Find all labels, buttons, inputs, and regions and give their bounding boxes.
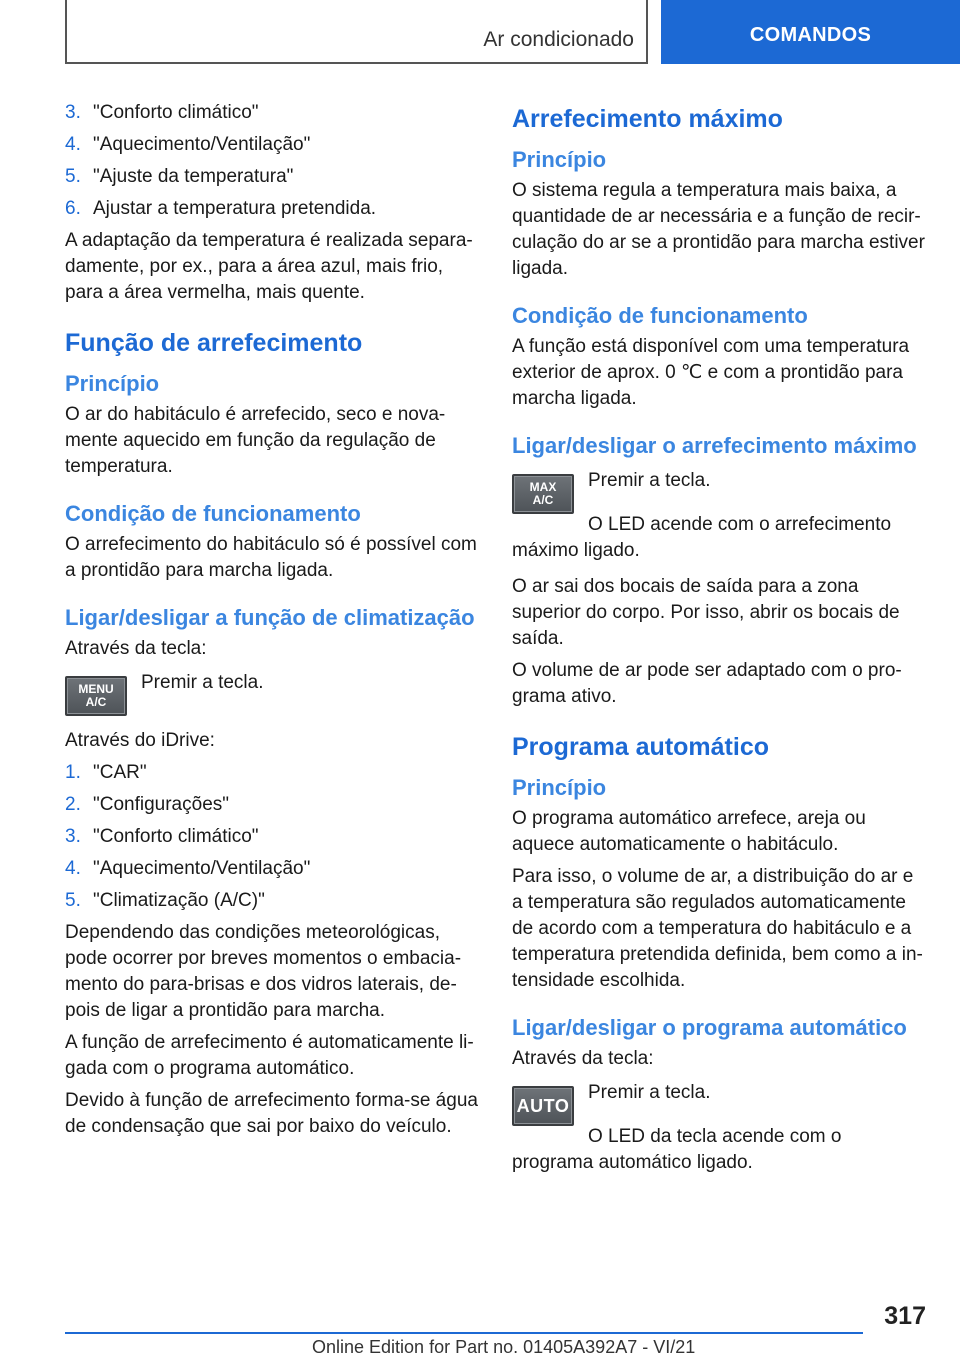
footer-rule <box>65 1332 863 1334</box>
heading-switch-max-cooling: Ligar/desligar o arrefecimento máximo <box>512 433 917 458</box>
chapter-tab: COMANDOS <box>661 0 960 64</box>
list-item <box>65 824 480 850</box>
list-item-number: 1. <box>65 762 81 783</box>
list-item-text: "Aquecimento/Ventilação" <box>93 134 311 155</box>
heading-max-cooling: Arrefecimento máximo <box>512 105 783 133</box>
list-item <box>65 132 480 158</box>
paragraph-press-key: Premir a tecla. <box>588 1082 711 1103</box>
list-item-number: 5. <box>65 890 81 911</box>
list-item-text: "Climatização (A/C)" <box>93 890 265 911</box>
paragraph-auto-on: A função de arrefecimento é automaticamente li-gada com o programa automático. <box>65 1032 474 1079</box>
step-list-top <box>65 100 480 222</box>
list-item-text: "Conforto climático" <box>93 102 259 123</box>
heading-operating-condition: Condição de funcionamento <box>512 303 808 328</box>
paragraph-via-idrive: Através do iDrive: <box>65 730 215 751</box>
right-column <box>512 100 927 1182</box>
list-item <box>65 196 480 222</box>
heading-switch-auto: Ligar/desligar o programa automático <box>512 1015 907 1040</box>
paragraph-auto-regulation: Para isso, o volume de ar, a distribuição do ar e a temperatura são regulados automaticamente de acordo com a temperatura do habitáculo e a temperatura pretendida definida, bem como a in-tensidade escolhida. <box>512 866 923 991</box>
paragraph-press-key: Premir a tecla. <box>588 470 711 491</box>
heading-cooling-function: Função de arrefecimento <box>65 329 363 357</box>
paragraph-auto-program: O programa automático arrefece, areja ou aquece automaticamente o habitáculo. <box>512 808 866 855</box>
paragraph-air-volume: O volume de ar pode ser adaptado com o pro-grama ativo. <box>512 660 902 707</box>
list-item-number: 4. <box>65 134 81 155</box>
list-item-number: 5. <box>65 166 81 187</box>
page-number: 317 <box>884 1302 926 1330</box>
menu-ac-key-row <box>65 670 480 722</box>
list-item-text: Ajustar a temperatura pretendida. <box>93 198 377 219</box>
paragraph-air-outlet: O ar sai dos bocais de saída para a zona superior do corpo. Por isso, abrir os bocais de saída. <box>512 576 900 649</box>
key-label-line2: A/C <box>85 695 107 709</box>
led-max-text: O LED acende com o arrefecimento máximo ligado. <box>512 514 892 561</box>
paragraph-operating-condition: O arrefecimento do habitáculo só é possível com a prontidão para marcha ligada. <box>65 534 477 581</box>
left-column <box>65 100 480 1146</box>
list-item <box>65 760 480 786</box>
footer-edition: Online Edition for Part no. 01405A392A7 - VI/21 <box>312 1337 696 1357</box>
paragraph-principle: O sistema regula a temperatura mais baixa, a quantidade de ar necessária e a função de recir-culação do ar se a prontidão para marcha estiver ligada. <box>512 180 925 279</box>
paragraph-adapt: A adaptação da temperatura é realizada separa-damente, por ex., para a área azul, mais frio, para a área vermelha, mais quente. <box>65 230 473 303</box>
paragraph-principle: O ar do habitáculo é arrefecido, seco e nova-mente aquecido em função da regulação de temperatura. <box>65 404 446 477</box>
list-item-text: "Ajuste da temperatura" <box>93 166 294 187</box>
key-label-line1: MENU <box>78 682 114 696</box>
list-item-number: 3. <box>65 102 81 123</box>
heading-principle: Princípio <box>512 147 607 172</box>
heading-principle: Princípio <box>512 775 607 800</box>
menu-ac-key-icon <box>65 676 127 716</box>
list-item-number: 3. <box>65 826 81 847</box>
heading-switch-climate: Ligar/desligar a função de climatização <box>65 605 475 630</box>
list-item-text: "Configurações" <box>93 794 230 815</box>
list-item <box>65 888 480 914</box>
paragraph-via-button: Através da tecla: <box>512 1048 654 1069</box>
paragraph-via-button: Através da tecla: <box>65 638 207 659</box>
key-label-line1: MAX <box>529 480 557 494</box>
max-ac-key-icon <box>512 474 574 514</box>
list-item-text: "Conforto climático" <box>93 826 259 847</box>
list-item-text: "Aquecimento/Ventilação" <box>93 858 311 879</box>
list-item-number: 4. <box>65 858 81 879</box>
list-item <box>65 100 480 126</box>
list-item-number: 2. <box>65 794 81 815</box>
list-item <box>65 856 480 882</box>
heading-principle: Princípio <box>65 371 160 396</box>
heading-operating-condition: Condição de funcionamento <box>65 501 361 526</box>
paragraph-operating-condition: A função está disponível com uma temperatura exterior de aprox. 0 ℃ e com a prontidão para marcha ligada. <box>512 336 910 409</box>
paragraph-condensation: Devido à função de arrefecimento forma-se água de condensação que sai por baixo do veículo. <box>65 1090 478 1137</box>
paragraph-press-key: Premir a tecla. <box>141 672 264 693</box>
max-ac-key-row <box>512 468 927 520</box>
list-item <box>65 164 480 190</box>
auto-key-icon: AUTO <box>512 1086 574 1126</box>
list-item-number: 6. <box>65 198 81 219</box>
list-item <box>65 792 480 818</box>
auto-key-row <box>512 1080 927 1132</box>
led-auto-text: O LED da tecla acende com o programa automático ligado. <box>512 1126 842 1173</box>
list-item-text: "CAR" <box>93 762 147 783</box>
step-list-idrive <box>65 760 480 914</box>
section-title: Ar condicionado <box>483 28 634 51</box>
paragraph-fogging: Dependendo das condições meteorológicas, pode ocorrer por breves momentos o embacia-mento do para-brisas e dos vidros laterais, de-pois de ligar a prontidão para marcha. <box>65 922 462 1021</box>
heading-auto-program: Programa automático <box>512 733 770 761</box>
header-frame <box>65 0 648 64</box>
key-label-line2: A/C <box>532 493 554 507</box>
